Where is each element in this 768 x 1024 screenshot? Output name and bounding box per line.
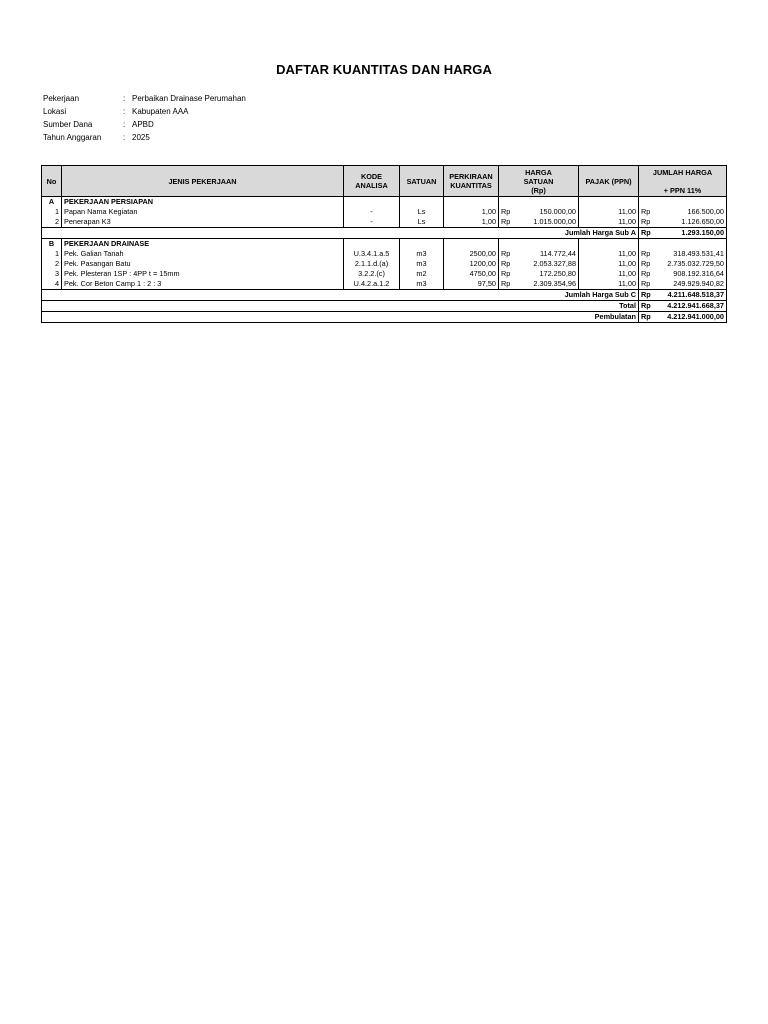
item-satuan: m3 bbox=[400, 249, 444, 259]
item-kode: - bbox=[344, 217, 400, 228]
section-code: B bbox=[42, 239, 62, 250]
item-harga: 2.053.327,88 bbox=[517, 259, 579, 269]
section-code: A bbox=[42, 197, 62, 208]
info-value: Perbaikan Drainase Perumahan bbox=[132, 94, 246, 103]
info-label: Sumber Dana bbox=[43, 120, 93, 129]
info-separator: : bbox=[123, 107, 126, 116]
item-rp-label: Rp bbox=[641, 249, 651, 258]
item-harga: 1.015.000,00 bbox=[517, 217, 579, 228]
total-label: Total bbox=[42, 301, 639, 312]
item-rp-label: Rp bbox=[641, 269, 651, 278]
item-kuantitas: 1,00 bbox=[444, 217, 499, 228]
table-row bbox=[42, 249, 727, 259]
pembulatan-label: Pembulatan bbox=[42, 312, 639, 323]
item-pajak: 11,00 bbox=[579, 279, 639, 290]
table-row bbox=[42, 207, 727, 217]
item-jenis: Pek. Plesteran 1SP : 4PP t = 15mm bbox=[62, 269, 344, 279]
boq-table bbox=[41, 165, 727, 323]
item-rp-label: Rp bbox=[641, 207, 651, 216]
item-satuan: Ls bbox=[400, 217, 444, 228]
section-row bbox=[42, 197, 727, 208]
info-separator: : bbox=[123, 94, 126, 103]
page-title: DAFTAR KUANTITAS DAN HARGA bbox=[276, 62, 492, 77]
pembulatan-row bbox=[42, 312, 727, 323]
item-rp-label: Rp bbox=[501, 217, 511, 226]
item-rp-label: Rp bbox=[501, 269, 511, 278]
item-kode: U.3.4.1.a.5 bbox=[344, 249, 400, 259]
item-kode: 3.2.2.(c) bbox=[344, 269, 400, 279]
info-label: Pekerjaan bbox=[43, 94, 80, 103]
item-satuan: m3 bbox=[400, 259, 444, 269]
table-row bbox=[42, 279, 727, 290]
info-value: 2025 bbox=[132, 133, 150, 142]
item-rp-label: Rp bbox=[501, 207, 511, 216]
item-kode: - bbox=[344, 207, 400, 217]
item-kuantitas: 4750,00 bbox=[444, 269, 499, 279]
table-header-row bbox=[42, 166, 727, 197]
item-no: 1 bbox=[42, 249, 62, 259]
item-jumlah: 318.493.531,41 bbox=[657, 249, 727, 259]
item-satuan: Ls bbox=[400, 207, 444, 217]
info-row-sumber-dana bbox=[43, 118, 246, 131]
header-satuan: SATUAN bbox=[400, 166, 444, 197]
total-value: 4.212.941.668,37 bbox=[657, 301, 727, 312]
table-row bbox=[42, 217, 727, 228]
item-kuantitas: 1,00 bbox=[444, 207, 499, 217]
item-no: 1 bbox=[42, 207, 62, 217]
info-separator: : bbox=[123, 133, 126, 142]
table-row bbox=[42, 259, 727, 269]
item-harga: 114.772,44 bbox=[517, 249, 579, 259]
item-jumlah: 166.500,00 bbox=[657, 207, 727, 217]
item-jenis: Penerapan K3 bbox=[62, 217, 344, 228]
item-rp-label: Rp bbox=[641, 217, 651, 226]
item-harga: 172.250,80 bbox=[517, 269, 579, 279]
item-satuan: m3 bbox=[400, 279, 444, 290]
item-jenis: Pek. Cor Beton Camp 1 : 2 : 3 bbox=[62, 279, 344, 290]
item-pajak: 11,00 bbox=[579, 269, 639, 279]
item-pajak: 11,00 bbox=[579, 207, 639, 217]
item-jenis: Papan Nama Kegiatan bbox=[62, 207, 344, 217]
section-name: PEKERJAAN PERSIAPAN bbox=[62, 197, 344, 208]
item-pajak: 11,00 bbox=[579, 217, 639, 228]
item-no: 2 bbox=[42, 259, 62, 269]
item-pajak: 11,00 bbox=[579, 249, 639, 259]
item-jumlah: 1.126.650,00 bbox=[657, 217, 727, 228]
item-rp-label: Rp bbox=[501, 259, 511, 268]
item-kode: U.4.2.a.1.2 bbox=[344, 279, 400, 290]
item-jumlah: 249.929.940,82 bbox=[657, 279, 727, 290]
project-info bbox=[43, 92, 246, 144]
header-perkiraan-kuantitas: PERKIRAAN KUANTITAS bbox=[444, 166, 499, 197]
header-pajak: PAJAK (PPN) bbox=[579, 166, 639, 197]
total-rp: Rp bbox=[639, 301, 657, 312]
header-kode-analisa: KODE ANALISA bbox=[344, 166, 400, 197]
item-jumlah: 2.735.032.729,50 bbox=[657, 259, 727, 269]
item-rp-label: Rp bbox=[641, 279, 651, 288]
subtotal-rp: Rp bbox=[639, 228, 657, 239]
info-separator: : bbox=[123, 120, 126, 129]
info-row-lokasi bbox=[43, 105, 246, 118]
item-kuantitas: 97,50 bbox=[444, 279, 499, 290]
info-label: Tahun Anggaran bbox=[43, 133, 102, 142]
section-row bbox=[42, 239, 727, 250]
item-harga: 2.309.354,96 bbox=[517, 279, 579, 290]
subtotal-label: Jumlah Harga Sub A bbox=[42, 228, 639, 239]
item-no: 4 bbox=[42, 279, 62, 290]
table-row bbox=[42, 269, 727, 279]
item-kode: 2.1.1.d.(a) bbox=[344, 259, 400, 269]
subtotal-label: Jumlah Harga Sub C bbox=[42, 290, 639, 301]
item-harga: 150.000,00 bbox=[517, 207, 579, 217]
item-jenis: Pek. Galian Tanah bbox=[62, 249, 344, 259]
item-no: 3 bbox=[42, 269, 62, 279]
item-kuantitas: 2500,00 bbox=[444, 249, 499, 259]
info-value: Kabupaten AAA bbox=[132, 107, 189, 116]
info-row-tahun-anggaran bbox=[43, 131, 246, 144]
item-kuantitas: 1200,00 bbox=[444, 259, 499, 269]
subtotal-rp: Rp bbox=[639, 290, 657, 301]
info-value: APBD bbox=[132, 120, 154, 129]
header-jumlah-harga: JUMLAH HARGA + PPN 11% bbox=[639, 166, 727, 197]
header-no: No bbox=[42, 166, 62, 197]
info-row-pekerjaan bbox=[43, 92, 246, 105]
item-rp-label: Rp bbox=[641, 259, 651, 268]
item-pajak: 11,00 bbox=[579, 259, 639, 269]
item-rp-label: Rp bbox=[501, 279, 511, 288]
subtotal-value: 1.293.150,00 bbox=[657, 228, 727, 239]
item-no: 2 bbox=[42, 217, 62, 228]
item-satuan: m2 bbox=[400, 269, 444, 279]
pembulatan-rp: Rp bbox=[639, 312, 657, 323]
subtotal-row bbox=[42, 290, 727, 301]
item-rp-label: Rp bbox=[501, 249, 511, 258]
header-harga-satuan: HARGA SATUAN (Rp) bbox=[499, 166, 579, 197]
subtotal-row bbox=[42, 228, 727, 239]
item-jumlah: 908.192.316,64 bbox=[657, 269, 727, 279]
total-row bbox=[42, 301, 727, 312]
info-label: Lokasi bbox=[43, 107, 67, 116]
pembulatan-value: 4.212.941.000,00 bbox=[657, 312, 727, 323]
item-jenis: Pek. Pasangan Batu bbox=[62, 259, 344, 269]
section-name: PEKERJAAN DRAINASE bbox=[62, 239, 344, 250]
header-jenis-pekerjaan: JENIS PEKERJAAN bbox=[62, 166, 344, 197]
subtotal-value: 4.211.648.518,37 bbox=[657, 290, 727, 301]
